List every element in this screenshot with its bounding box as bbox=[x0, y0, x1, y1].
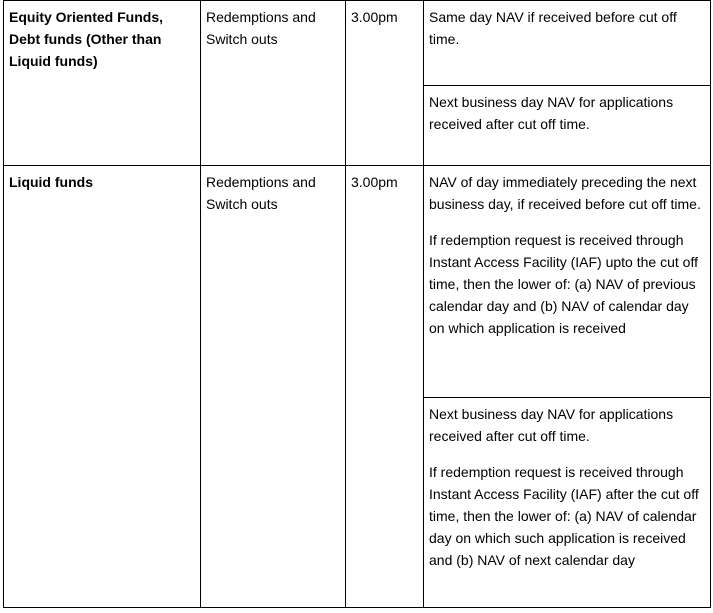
transaction-cell bbox=[201, 166, 346, 608]
scheme-name: Equity Oriented Funds, Debt funds (Other than Liquid funds) bbox=[9, 9, 164, 69]
cutoff-time: 3.00pm bbox=[351, 9, 398, 25]
scheme-name: Liquid funds bbox=[9, 174, 93, 190]
nav-cell bbox=[424, 166, 711, 398]
transaction-type: Redemptions and Switch outs bbox=[206, 9, 316, 47]
transaction-type: Redemptions and Switch outs bbox=[206, 174, 316, 212]
cutoff-time: 3.00pm bbox=[351, 174, 398, 190]
nav-rule-text: NAV of day immediately preceding the next business day, if received before cut off time. bbox=[429, 174, 701, 212]
transaction-cell bbox=[201, 1, 346, 166]
nav-rule-text: If redemption request is received through Instant Access Facility (IAF) after the cut off time, then the lower of: (a) NAV of calendar day on which such application is received and (b) NAV of next calendar day bbox=[429, 464, 699, 568]
nav-cell bbox=[424, 1, 711, 86]
nav-cutoff-table-container bbox=[3, 0, 710, 612]
nav-rule-text: Same day NAV if received before cut off time. bbox=[429, 9, 677, 47]
nav-cutoff-table bbox=[3, 0, 711, 608]
nav-cell bbox=[424, 86, 711, 166]
cutoff-cell bbox=[346, 1, 424, 166]
nav-rule-text: Next business day NAV for applications received after cut off time. bbox=[429, 94, 674, 132]
cutoff-cell bbox=[346, 166, 424, 608]
table-row bbox=[4, 1, 711, 86]
scheme-cell bbox=[4, 1, 201, 166]
scheme-cell bbox=[4, 166, 201, 608]
nav-rule-text: If redemption request is received through Instant Access Facility (IAF) upto the cut off time, then the lower of: (a) NAV of previous calendar day and (b) NAV of calendar day on which application is received bbox=[429, 232, 698, 336]
nav-rule-text: Next business day NAV for applications received after cut off time. bbox=[429, 406, 674, 444]
nav-cell bbox=[424, 398, 711, 608]
table-row bbox=[4, 166, 711, 398]
